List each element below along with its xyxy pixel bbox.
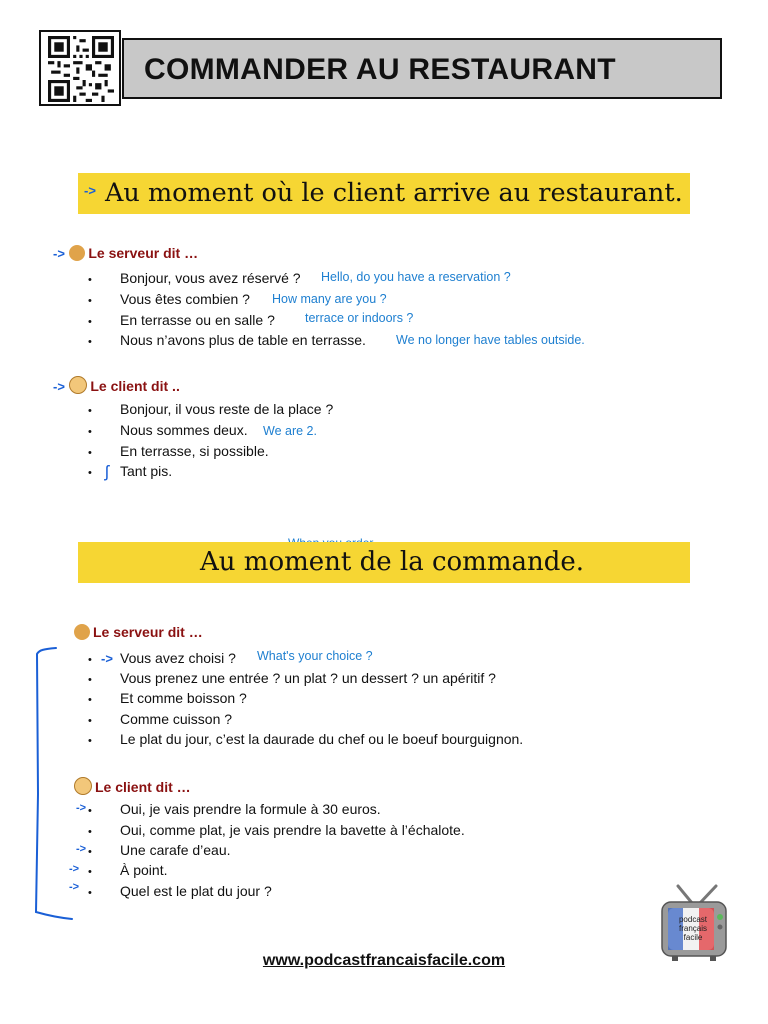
french-phrase: Comme cuisson ? — [120, 711, 233, 727]
bullet-icon: • — [88, 866, 92, 878]
title-banner — [122, 38, 722, 99]
bullet-icon: • — [88, 447, 92, 459]
section1-client-heading-row — [53, 376, 180, 396]
section1-client-line — [88, 443, 269, 461]
section1-server-line — [88, 270, 511, 288]
bullet-icon: • — [88, 426, 92, 438]
section2-client-heading-row — [74, 777, 191, 797]
pen-arrow-icon: -> — [76, 802, 87, 814]
page-title: COMMANDER AU RESTAURANT — [144, 53, 616, 86]
waiter-icon — [69, 245, 85, 261]
qr-code-icon — [46, 36, 116, 102]
english-translation: Hello, do you have a reservation ? — [321, 270, 511, 284]
section1-banner-text: Au moment où le client arrive au restaurant. — [105, 178, 683, 208]
section1-client-line — [88, 401, 334, 419]
section1-server-heading: Le serveur dit … — [88, 245, 199, 261]
section1-banner — [78, 173, 690, 214]
pen-arrow-icon: -> — [69, 863, 80, 875]
pen-arrow-icon: -> — [84, 183, 96, 198]
section2-client-line — [76, 842, 231, 860]
french-phrase: En terrasse ou en salle ? — [120, 312, 275, 328]
section1-server-line — [88, 291, 387, 309]
pen-arrow-icon: -> — [53, 246, 65, 261]
french-phrase: Le plat du jour, c’est la daurade du chef ou le boeuf bourguignon. — [120, 731, 524, 747]
french-phrase: En terrasse, si possible. — [120, 443, 269, 459]
logo-text: podcast français facile — [678, 915, 708, 942]
podcast-logo — [658, 883, 730, 963]
bullet-icon: • — [88, 846, 92, 858]
qr-code — [39, 30, 121, 106]
section1-client-line — [88, 422, 317, 440]
section1-client-heading: Le client dit .. — [90, 378, 180, 394]
pen-arrow-icon: -> — [76, 843, 87, 855]
pen-arrow-icon: -> — [101, 651, 113, 666]
bullet-icon: • — [88, 715, 92, 727]
bullet-icon: • — [88, 654, 92, 666]
french-phrase: Et comme boisson ? — [120, 690, 247, 706]
waiter-icon — [74, 624, 90, 640]
french-phrase: Vous avez choisi ? — [120, 650, 236, 666]
bullet-icon: • — [88, 467, 92, 479]
french-phrase: Vous êtes combien ? — [120, 291, 250, 307]
bullet-icon: • — [88, 735, 92, 747]
french-phrase: Quel est le plat du jour ? — [120, 883, 272, 899]
bullet-icon: • — [88, 336, 92, 348]
english-translation: How many are you ? — [272, 292, 387, 306]
bullet-icon: • — [88, 274, 92, 286]
section2-server-line — [88, 731, 524, 749]
english-translation: We no longer have tables outside. — [396, 333, 585, 347]
section2-banner-text: Au moment de la commande. — [200, 547, 585, 577]
section2-server-line — [88, 690, 247, 708]
bullet-icon: • — [88, 674, 92, 686]
french-phrase: Nous sommes deux. — [120, 422, 248, 438]
bullet-icon: • — [88, 405, 92, 417]
french-phrase: Une carafe d’eau. — [120, 842, 231, 858]
customer-icon — [69, 376, 87, 394]
section2-client-line — [76, 801, 381, 819]
section2-server-heading: Le serveur dit … — [93, 624, 203, 640]
section1-client-line — [88, 462, 173, 481]
footer-website-link[interactable]: www.podcastfrancaisfacile.com — [262, 952, 506, 969]
customer-icon — [74, 777, 92, 795]
bullet-icon: • — [88, 805, 92, 817]
section1-server-line — [88, 332, 585, 350]
bullet-icon: • — [88, 887, 92, 899]
bullet-icon: • — [88, 316, 92, 328]
french-phrase: Oui, je vais prendre la formule à 30 euros. — [120, 801, 381, 817]
section1-server-line — [88, 311, 414, 330]
french-phrase: Vous prenez une entrée ? un plat ? un dessert ? un apéritif ? — [120, 670, 496, 686]
section2-server-line — [88, 711, 233, 729]
section2-client-heading: Le client dit … — [95, 779, 191, 795]
english-translation: We are 2. — [263, 424, 317, 438]
pen-arrow-icon: -> — [53, 379, 65, 394]
french-phrase: Bonjour, il vous reste de la place ? — [120, 401, 334, 417]
section1-server-heading-row — [53, 245, 198, 263]
french-phrase: À point. — [120, 862, 168, 878]
section2-server-line — [88, 649, 373, 668]
section2-server-line — [88, 670, 496, 688]
bullet-icon: • — [88, 694, 92, 706]
french-phrase: Oui, comme plat, je vais prendre la bavette à l’échalote. — [120, 822, 465, 838]
section2-banner — [78, 542, 690, 583]
bullet-icon: • — [88, 295, 92, 307]
section2-server-heading-row — [74, 624, 203, 642]
pen-curl-icon: ʃ — [105, 462, 109, 481]
french-phrase: Nous n’avons plus de table en terrasse. — [120, 332, 366, 348]
bullet-icon: • — [88, 826, 92, 838]
pen-arrow-icon: -> — [69, 881, 80, 893]
french-phrase: Bonjour, vous avez réservé ? — [120, 270, 301, 286]
french-phrase: Tant pis. — [120, 463, 173, 479]
section2-client-line — [88, 822, 465, 840]
english-translation: terrace or indoors ? — [305, 311, 414, 325]
section2-client-line — [69, 881, 272, 901]
english-translation: What's your choice ? — [257, 649, 373, 663]
section2-client-line — [69, 862, 168, 880]
